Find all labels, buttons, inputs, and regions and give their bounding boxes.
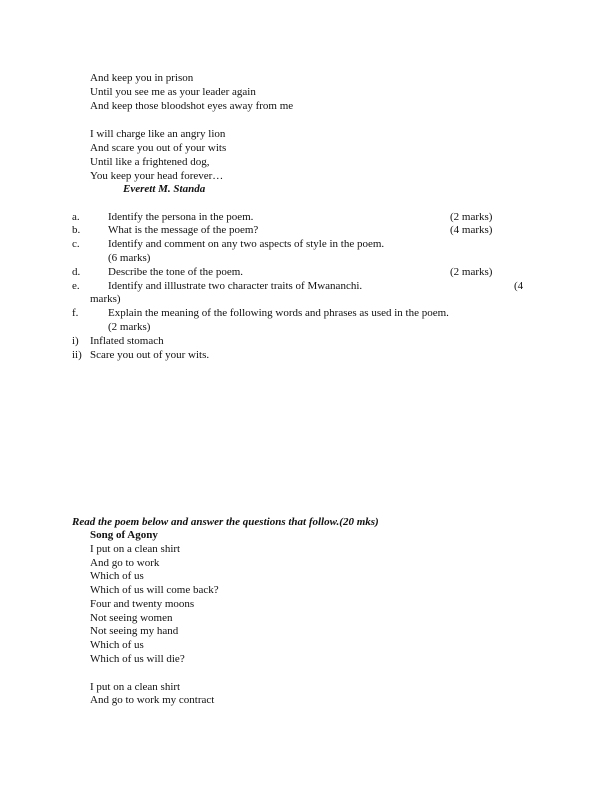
question-marks: (2 marks)	[450, 266, 493, 278]
subitem-num: i)	[72, 335, 79, 347]
question-marks: (2 marks)	[108, 321, 151, 333]
poem-line: Which of us	[90, 570, 144, 582]
question-marks: (4 marks)	[450, 224, 493, 236]
question-letter: e.	[72, 280, 80, 292]
poem-author: Everett M. Standa	[123, 183, 206, 195]
poem-line: Not seeing women	[90, 612, 173, 624]
question-text: Describe the tone of the poem.	[108, 266, 244, 278]
question-letter: b.	[72, 224, 81, 236]
question-text: Explain the meaning of the following words and phrases as used in the poem.	[108, 307, 449, 319]
subitem-text: Inflated stomach	[90, 335, 164, 347]
question-marks: marks)	[90, 293, 121, 305]
poem-line: Until you see me as your leader again	[90, 86, 256, 98]
question-text: Identify and comment on any two aspects of style in the poem.	[108, 238, 385, 250]
poem-line: And go to work my contract	[90, 694, 215, 706]
poem-line: And keep those bloodshot eyes away from me	[90, 100, 294, 112]
question-letter: a.	[72, 211, 80, 223]
question-text: What is the message of the poem?	[108, 224, 259, 236]
poem-line: Which of us will come back?	[90, 584, 219, 596]
poem-line: Which of us	[90, 639, 144, 651]
question-letter: d.	[72, 266, 81, 278]
poem-line: And scare you out of your wits	[90, 142, 227, 154]
poem-line: I put on a clean shirt	[90, 543, 181, 555]
poem-line: Four and twenty moons	[90, 598, 195, 610]
subitem-num: ii)	[72, 349, 82, 361]
question-marks: (4	[514, 280, 524, 292]
section-instruction: Read the poem below and answer the questions that follow.(20 mks)	[72, 516, 379, 528]
question-letter: f.	[72, 307, 79, 319]
question-marks: (6 marks)	[108, 252, 151, 264]
poem-title: Song of Agony	[90, 529, 158, 541]
poem-line: I put on a clean shirt	[90, 681, 181, 693]
poem-line: Not seeing my hand	[90, 625, 179, 637]
poem-line: You keep your head forever…	[90, 170, 224, 182]
poem-line: I will charge like an angry lion	[90, 128, 226, 140]
question-text: Identify the persona in the poem.	[108, 211, 254, 223]
poem-line: And keep you in prison	[90, 72, 194, 84]
question-marks: (2 marks)	[450, 211, 493, 223]
poem-line: And go to work	[90, 557, 160, 569]
poem-line: Which of us will die?	[90, 653, 185, 665]
question-letter: c.	[72, 238, 80, 250]
subitem-text: Scare you out of your wits.	[90, 349, 210, 361]
poem-line: Until like a frightened dog,	[90, 156, 210, 168]
question-text: Identify and illlustrate two character traits of Mwananchi.	[108, 280, 363, 292]
